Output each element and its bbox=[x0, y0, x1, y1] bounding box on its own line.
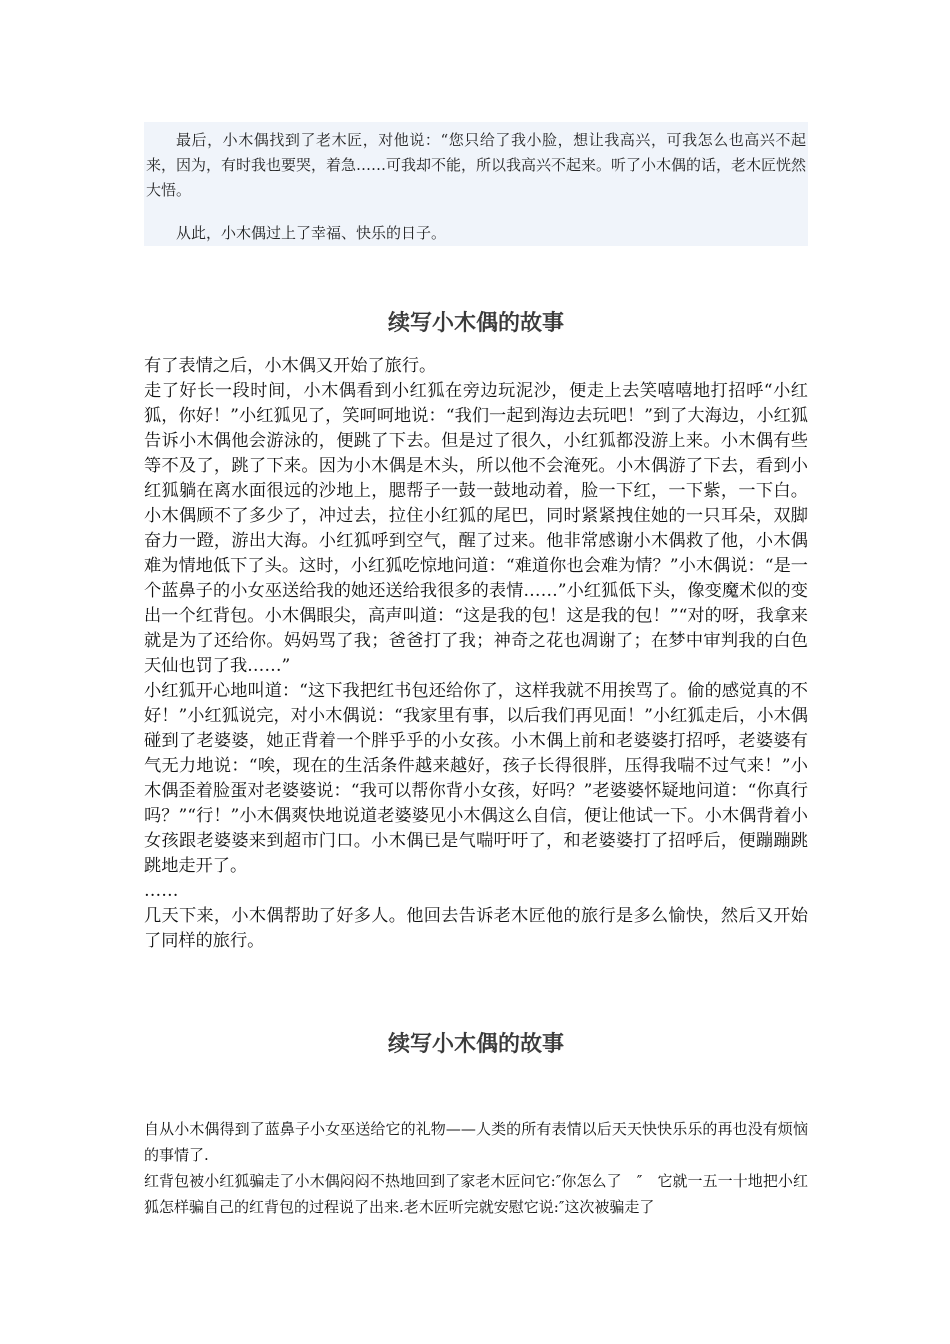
section-2-title: 续写小木偶的故事 bbox=[387, 1032, 564, 1057]
section-1-title: 续写小木偶的故事 bbox=[387, 311, 564, 336]
story-paragraph: 自从小木偶得到了蓝鼻子小女巫送给它的礼物——人类的所有表情以后天天快快乐乐的再也没有烦恼的事情了. bbox=[144, 1120, 808, 1164]
story-paragraph: 有了表情之后，小木偶又开始了旅行。 bbox=[144, 356, 437, 376]
quote-paragraph-1: 最后，小木偶找到了老木匠，对他说：“您只给了我小脸，想让我高兴，可我怎么也高兴不起来，因为，有时我也要哭，着急……可我却不能，所以我高兴不起来。听了小木偶的话，老木匠恍然大悟。 bbox=[146, 131, 807, 199]
quote-paragraph-2: 从此，小木偶过上了幸福、快乐的日子。 bbox=[176, 224, 447, 242]
section-2-body bbox=[144, 1116, 808, 1220]
story-ellipsis: …… bbox=[144, 881, 179, 901]
story-paragraph: 红背包被小红狐骗走了小木偶闷闷不热地回到了家老木匠问它:″你怎么了 ″ 它就一五一十地把小红狐怎样骗自己的红背包的过程说了出来.老木匠听完就安慰它说:″这次被骗走了 bbox=[144, 1172, 808, 1216]
story-paragraph: 小红狐开心地叫道：“这下我把红书包还给你了，这样我就不用挨骂了。偷的感觉真的不好！”小红狐说完，对小木偶说：“我家里有事，以后我们再见面！”小红狐走后，小木偶碰到了老婆婆，她正背着一个胖乎乎的小女孩。小木偶上前和老婆婆打招呼，老婆婆有气无力地说：“唉，现在的生活条件越来越好，孩子长得很胖，压得我喘不过气来！”小木偶歪着脸蛋对老婆婆说：“我可以帮你背小女孩，好吗？”老婆婆怀疑地问道：“你真行吗？”“行！”小木偶爽快地说道老婆婆见小木偶这么自信，便让他试一下。小木偶背着小女孩跟老婆婆来到超市门口。小木偶已是气喘吁吁了，和老婆婆打了招呼后，便蹦蹦跳跳地走开了。 bbox=[144, 681, 808, 876]
section-1-body bbox=[144, 354, 808, 954]
story-paragraph: 走了好长一段时间，小木偶看到小红狐在旁边玩泥沙，便走上去笑嘻嘻地打招呼“小红狐，你好！”小红狐见了，笑呵呵地说：“我们一起到海边去玩吧！”到了大海边，小红狐告诉小木偶他会游泳的，便跳了下去。但是过了很久，小红狐都没游上来。小木偶有些等不及了，跳了下来。因为小木偶是木头，所以他不会淹死。小木偶游了下去，看到小红狐躺在离水面很远的沙地上，腮帮子一鼓一鼓地动着，脸一下红，一下紫，一下白。小木偶顾不了多少了，冲过去，拉住小红狐的尾巴，同时紧紧拽住她的一只耳朵，双脚奋力一蹬，游出大海。小红狐呼到空气，醒了过来。他非常感谢小木偶救了他，小木偶难为情地低下了头。这时，小红狐吃惊地问道：“难道你也会难为情？”小木偶说：“是一个蓝鼻子的小女巫送给我的她还送给我很多的表情……”小红狐低下头，像变魔术似的变出一个红背包。小木偶眼尖，高声叫道：“这是我的包！这是我的包！”“对的呀，我拿来就是为了还给你。妈妈骂了我；爸爸打了我；神奇之花也凋谢了；在梦中审判我的白色天仙也罚了我……” bbox=[144, 381, 808, 676]
story-paragraph: 几天下来，小木偶帮助了好多人。他回去告诉老木匠他的旅行是多么愉快，然后又开始了同样的旅行。 bbox=[144, 906, 808, 951]
quote-box bbox=[144, 122, 808, 246]
